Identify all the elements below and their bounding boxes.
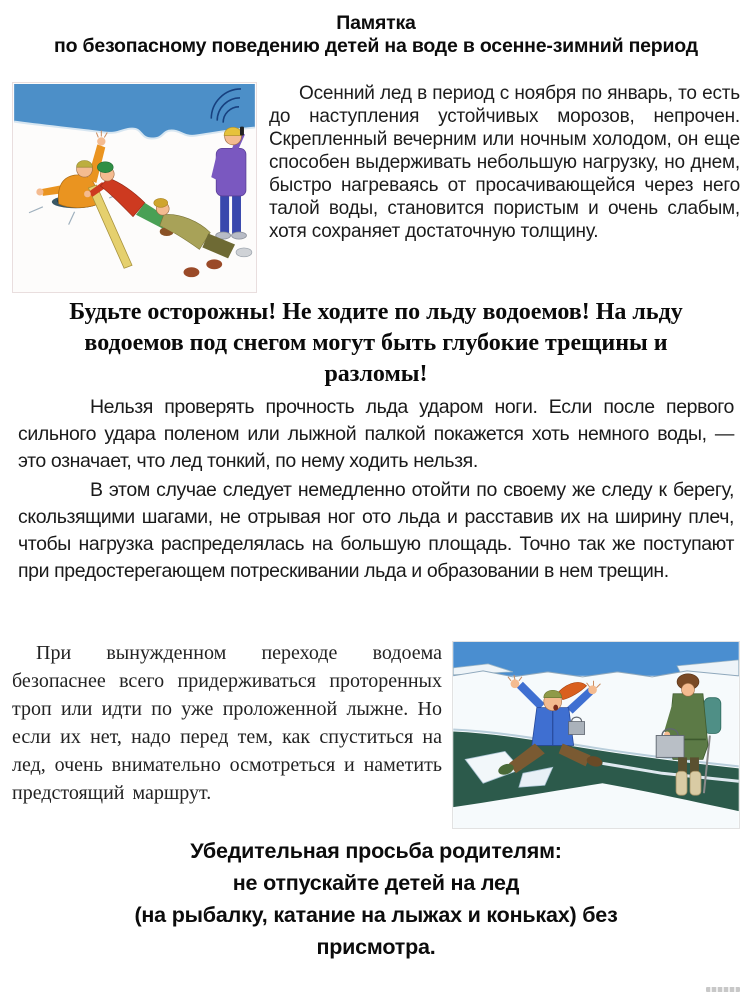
page-title [12,12,740,58]
appeal-line-3: (на рыбалку, катание на лыжах и коньках) без [134,903,618,927]
warning-heading [12,297,740,390]
crossing-illustration [452,641,740,829]
watermark-smudge [706,987,740,992]
crossing-section [12,639,740,807]
rescue-illustration [12,82,257,293]
phone-icon [240,127,244,136]
rescue-illustration-svg [13,83,256,292]
warning-line-1: Будьте осторожны! Не ходите по льду водоемов! На льду [69,299,683,325]
crossing-paragraph: При вынужденном переходе водоема безопаснее всего придерживаться проторенных троп или идти по уже проложенной лыжне. Но если их нет, надо перед тем, как спуститься на лед, очень внимательно осмотреться и наметить предстоящий маршрут. [12,642,442,804]
title-line-2: по безопасному поведению детей на воде в осенне-зимний период [54,35,698,57]
intro-paragraph: Осенний лед в период с ноября по январь, то есть до наступления устойчивых морозов, непрочен. Скрепленный вечерним или ночным холодом, он еще способен выдерживать небольшую нагрузку, но днем, быстро нагреваясь от просачивающейся через него талой воды, становится пористым и очень слабым, хотя сохраняет достаточную толщину. [269,83,740,242]
ice-check-paragraph: Нельзя проверять прочность льда ударом ноги. Если после первого сильного удара поленом или лыжной палкой покажется хоть немного воды, — это означает, что лед тонкий, по нему ходить нельзя. [18,396,734,472]
warning-line-2: водоемов под снегом могут быть глубокие трещины и [84,330,668,356]
appeal-line-4: присмотра. [316,935,436,959]
warning-line-3: разломы! [324,361,428,387]
title-line-1: Памятка [336,12,416,34]
appeal-line-2: не отпускайте детей на лед [232,871,520,895]
parents-appeal [12,835,740,963]
intro-section [12,82,740,243]
appeal-line-1: Убедительная просьба родителям: [190,839,562,863]
retreat-paragraph: В этом случае следует немедленно отойти по своему же следу к берегу, скользящими шагами, не отрывая ног ото льда и расставив их на ширину плеч, чтобы нагрузка распределялась на большую площадь. Точно так же поступают при предостерегающем потрескивании льда и образовании в нем трещин. [18,479,734,582]
tackle-box [656,735,684,757]
dropped-box [569,722,585,735]
crossing-illustration-svg [453,642,739,828]
